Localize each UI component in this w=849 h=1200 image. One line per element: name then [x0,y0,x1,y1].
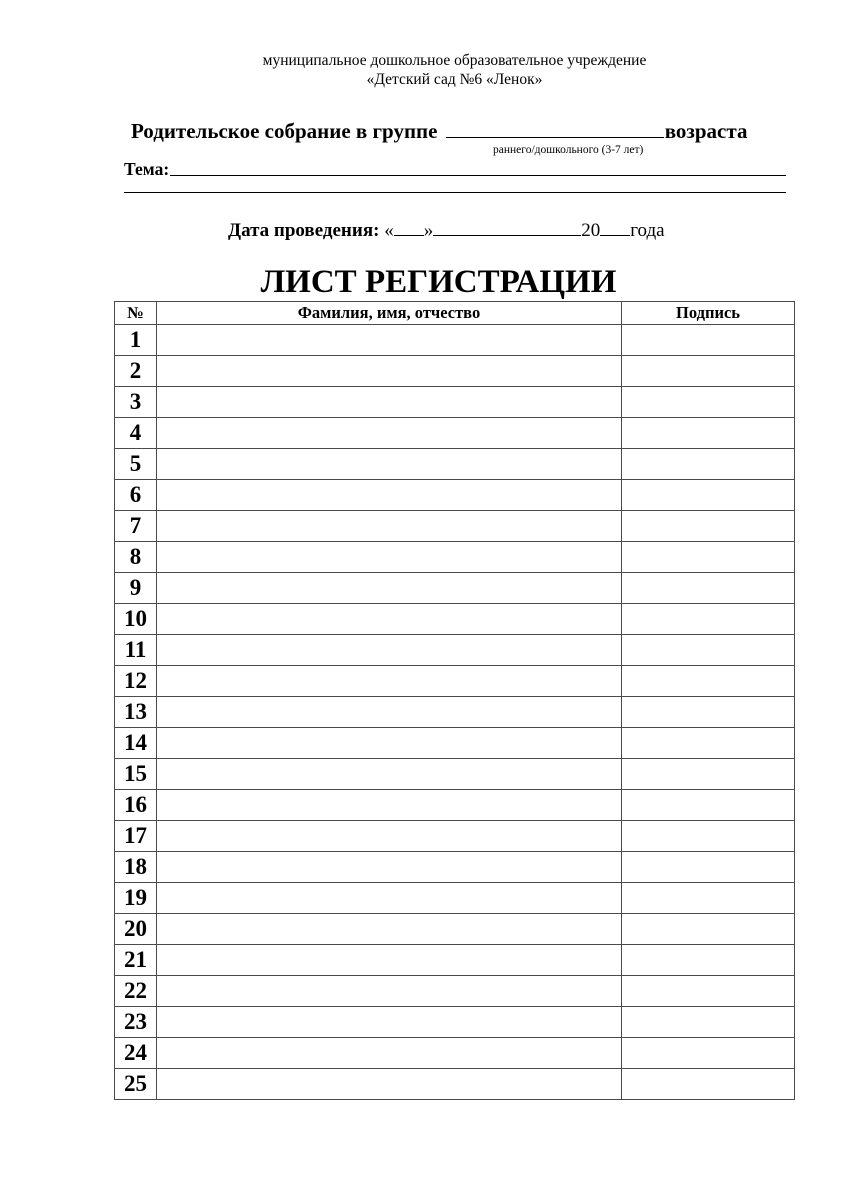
header-number: № [115,302,157,325]
table-row [115,790,795,821]
row-number: 24 [115,1038,157,1069]
signature-cell[interactable] [622,821,795,852]
row-number: 10 [115,604,157,635]
row-number: 11 [115,635,157,666]
signature-cell[interactable] [622,883,795,914]
table-row [115,604,795,635]
signature-cell[interactable] [622,387,795,418]
row-number: 4 [115,418,157,449]
full-name-cell[interactable] [157,759,622,790]
full-name-cell[interactable] [157,480,622,511]
full-name-cell[interactable] [157,945,622,976]
signature-cell[interactable] [622,480,795,511]
row-number: 12 [115,666,157,697]
date-close-quote: » [423,220,434,241]
signature-cell[interactable] [622,542,795,573]
header-full-name: Фамилия, имя, отчество [157,302,622,325]
full-name-cell[interactable] [157,356,622,387]
row-number: 18 [115,852,157,883]
date-year-word: года [630,220,665,241]
signature-cell[interactable] [622,914,795,945]
full-name-cell[interactable] [157,914,622,945]
institution-line-2: «Детский сад №6 «Ленок» [366,71,543,88]
table-row [115,387,795,418]
signature-cell[interactable] [622,945,795,976]
signature-cell[interactable] [622,511,795,542]
meeting-heading [131,118,747,144]
table-row [115,356,795,387]
full-name-cell[interactable] [157,883,622,914]
row-number: 9 [115,573,157,604]
signature-cell[interactable] [622,1007,795,1038]
table-row [115,666,795,697]
full-name-cell[interactable] [157,325,622,356]
date-row [228,219,665,243]
row-number: 17 [115,821,157,852]
full-name-cell[interactable] [157,604,622,635]
full-name-cell[interactable] [157,976,622,1007]
full-name-cell[interactable] [157,821,622,852]
signature-cell[interactable] [622,418,795,449]
table-row [115,573,795,604]
signature-cell[interactable] [622,697,795,728]
topic-blank-line-1[interactable] [170,175,786,176]
meeting-suffix: возраста [664,119,748,143]
full-name-cell[interactable] [157,511,622,542]
document-title: ЛИСТ РЕГИСТРАЦИИ [260,264,617,300]
table-row [115,976,795,1007]
table-row [115,511,795,542]
row-number: 1 [115,325,157,356]
full-name-cell[interactable] [157,852,622,883]
table-row [115,945,795,976]
signature-cell[interactable] [622,759,795,790]
table-row [115,1038,795,1069]
row-number: 2 [115,356,157,387]
table-row [115,1069,795,1100]
table-header-row [115,302,795,325]
signature-cell[interactable] [622,449,795,480]
row-number: 3 [115,387,157,418]
date-label: Дата проведения: [228,220,380,241]
table-row [115,1007,795,1038]
row-number: 21 [115,945,157,976]
row-number: 5 [115,449,157,480]
row-number: 6 [115,480,157,511]
table-row [115,635,795,666]
topic-row [124,158,786,180]
table-row [115,852,795,883]
full-name-cell[interactable] [157,1007,622,1038]
institution-line-1: муниципальное дошкольное образовательное учреждение [262,52,647,69]
full-name-cell[interactable] [157,790,622,821]
row-number: 20 [115,914,157,945]
date-month-blank[interactable] [433,219,581,236]
topic-blank-line-2[interactable] [124,192,786,193]
table-row [115,449,795,480]
full-name-cell[interactable] [157,666,622,697]
age-hint: раннего/дошкольного (3-7 лет) [493,144,644,156]
table-row [115,480,795,511]
signature-cell[interactable] [622,666,795,697]
full-name-cell[interactable] [157,449,622,480]
signature-cell[interactable] [622,573,795,604]
full-name-cell[interactable] [157,697,622,728]
table-row [115,697,795,728]
table-row [115,821,795,852]
full-name-cell[interactable] [157,635,622,666]
table-row [115,542,795,573]
header-signature: Подпись [622,302,795,325]
row-number: 25 [115,1069,157,1100]
signature-cell[interactable] [622,1069,795,1100]
group-age-blank[interactable] [446,118,664,138]
table-row [115,728,795,759]
date-century: 20 [581,220,601,241]
signature-cell[interactable] [622,790,795,821]
date-year-blank[interactable] [600,219,630,236]
table-row [115,418,795,449]
full-name-cell[interactable] [157,728,622,759]
row-number: 13 [115,697,157,728]
signature-cell[interactable] [622,325,795,356]
registration-table [114,301,795,1100]
table-row [115,325,795,356]
signature-cell[interactable] [622,635,795,666]
signature-cell[interactable] [622,604,795,635]
full-name-cell[interactable] [157,418,622,449]
full-name-cell[interactable] [157,387,622,418]
row-number: 22 [115,976,157,1007]
row-number: 7 [115,511,157,542]
signature-cell[interactable] [622,976,795,1007]
row-number: 8 [115,542,157,573]
full-name-cell[interactable] [157,1069,622,1100]
row-number: 15 [115,759,157,790]
row-number: 23 [115,1007,157,1038]
signature-cell[interactable] [622,356,795,387]
date-open-quote: « [384,220,394,241]
row-number: 19 [115,883,157,914]
meeting-prefix: Родительское собрание в группе [131,119,438,143]
signature-cell[interactable] [622,852,795,883]
row-number: 14 [115,728,157,759]
topic-label: Тема: [124,159,170,179]
full-name-cell[interactable] [157,542,622,573]
signature-cell[interactable] [622,1038,795,1069]
date-day-blank[interactable] [394,219,424,236]
table-row [115,914,795,945]
signature-cell[interactable] [622,728,795,759]
table-row [115,883,795,914]
table-row [115,759,795,790]
row-number: 16 [115,790,157,821]
full-name-cell[interactable] [157,573,622,604]
full-name-cell[interactable] [157,1038,622,1069]
